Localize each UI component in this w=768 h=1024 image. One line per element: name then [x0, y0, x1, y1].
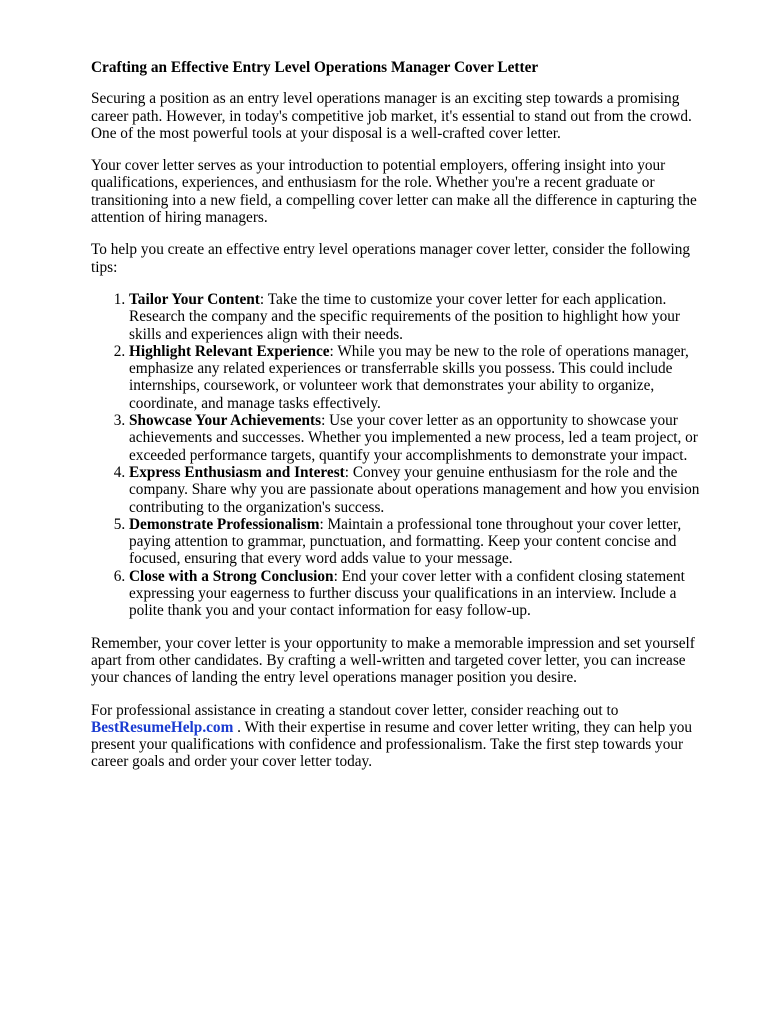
tip-heading: Showcase Your Achievements — [129, 412, 322, 430]
tip-text: Use your cover letter as an opportunity to showcase your achievements and successes. Whether you implemented a new process, led a team project, or exceeded performance targets, quantify your accomplishments to demonstrate your impact. — [129, 412, 698, 464]
tip-heading: Highlight Relevant Experience — [129, 342, 330, 360]
cta-after-link: . With their expertise in resume and cover letter writing, they can help you present your qualifications with confidence and professionalism. Take the first step towards your career goals and order your cover letter today. — [91, 718, 693, 771]
document-page — [91, 59, 711, 786]
tip-heading: Demonstrate Professionalism — [129, 515, 320, 533]
tip-separator: : — [319, 515, 324, 533]
list-item — [129, 516, 711, 568]
tip-heading: Express Enthusiasm and Interest — [129, 463, 345, 481]
tip-text: Take the time to customize your cover letter for each application. Research the company and the specific requirements of the position to highlight how your skills and experiences align with their needs. — [129, 290, 680, 343]
intro-paragraph: Securing a position as an entry level operations manager is an exciting step towards a promising career path. However, in today's competitive job market, it's essential to stand out from the crowd. One of the most powerful tools at your disposal is a well-crafted cover letter. — [91, 90, 692, 142]
tip-text: While you may be new to the role of operations manager, emphasize any related experiences or transferrable skills you possess. This could include internships, coursework, or volunteer work that demonstrates your ability to organize, coordinate, and manage tasks effectively. — [129, 342, 689, 412]
tip-separator: : — [321, 412, 326, 430]
list-item — [129, 343, 711, 412]
tip-separator: : — [344, 463, 350, 481]
tip-text: End your cover letter with a confident closing statement expressing your eagerness to further discuss your qualifications in an interview. Include a polite thank you and your contact information for easy follow-up. — [129, 567, 685, 620]
tip-separator: : — [329, 342, 334, 360]
tip-heading: Tailor Your Content — [129, 290, 260, 308]
tips-intro-paragraph: To help you create an effective entry level operations manager cover letter, consider the following tips: — [91, 241, 691, 276]
list-item — [129, 291, 711, 343]
cta-paragraph — [91, 702, 711, 771]
tip-text: Convey your genuine enthusiasm for the role and the company. Share why you are passionate about operations management and how you envision contributing to the organization's success. — [129, 463, 700, 516]
tip-heading: Close with a Strong Conclusion — [129, 567, 334, 585]
cta-before-link: For professional assistance in creating a standout cover letter, consider reaching out to — [91, 701, 619, 719]
introduction-role-paragraph: Your cover letter serves as your introduction to potential employers, offering insight into your qualifications, experiences, and enthusiasm for the role. Whether you're a recent graduate or transitioning into a new field, a compelling cover letter can make all the difference in capturing the attention of hiring managers. — [91, 157, 697, 227]
closing-paragraph: Remember, your cover letter is your opportunity to make a memorable impression and set yourself apart from other candidates. By crafting a well-written and targeted cover letter, you can increase your chances of landing the entry level operations manager position you desire. — [91, 634, 695, 687]
tip-separator: : — [259, 290, 265, 308]
tips-list — [91, 291, 711, 620]
document-title: Crafting an Effective Entry Level Operations Manager Cover Letter — [91, 59, 539, 76]
list-item — [129, 412, 711, 464]
tip-separator: : — [333, 567, 338, 585]
bestresumehelp-link[interactable]: BestResumeHelp.com — [91, 718, 234, 736]
list-item — [129, 464, 711, 516]
list-item — [129, 568, 711, 620]
tip-text: Maintain a professional tone throughout your cover letter, paying attention to grammar, punctuation, and formatting. Keep your content concise and focused, ensuring that every word adds value to your message. — [129, 515, 682, 568]
